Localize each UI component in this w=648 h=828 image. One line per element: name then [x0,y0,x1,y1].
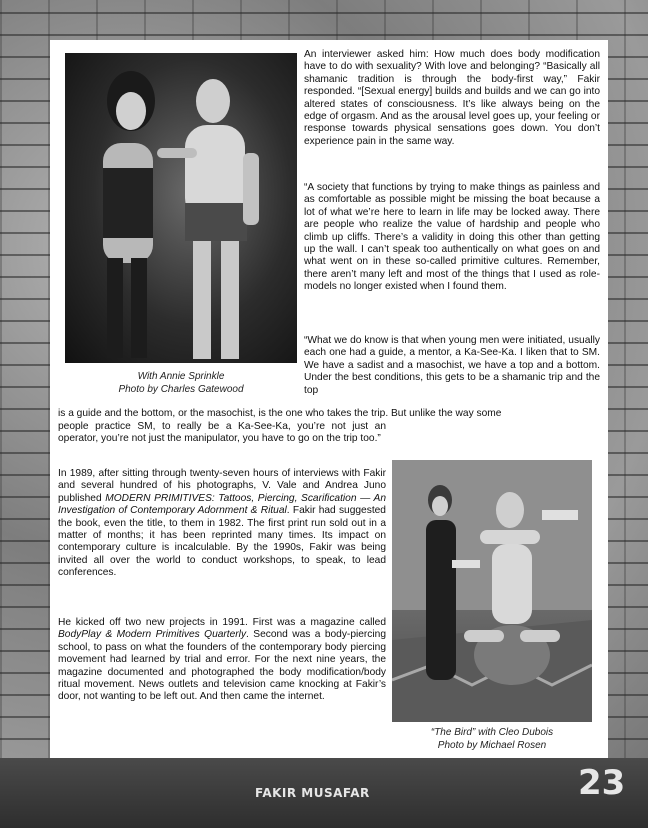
paragraph-3b: is a guide and the bottom, or the masochist, is the one who takes the trip. But unlike the way some [58,408,502,419]
photo2-caption-line2: Photo by Michael Rosen [437,740,547,751]
paragraph-5-intro: He kicked off two new projects in 1991. First was a magazine called [58,617,386,628]
page-number: 23 [578,763,626,803]
paragraph-3a: “What we do know is that when young men were initiated, usually each one had a guide, a mentor, a Ka-See-Ka. I liken that to SM. We have a sadist and a masochist, we have a top and a bottom. Under the best conditions, this gets to be a shamanic trip and the top [304,335,600,396]
paragraph-4-rest: . Fakir had suggested the book, even the title, to them in 1982. The first print run sold out in a matter of months; it has been reprinted many times. Its impact on contemporary culture is incalculable. By the 1990s, Fakir was being invited all over the world to conduct workshops, to speak, to lead conferences. [58,505,386,579]
footer-author-name: FAKIR MUSAFAR [255,786,370,800]
paragraph-4 [58,468,386,580]
paragraph-5-rest: . Second was a body-piercing school, to pass on what the founders of the contemporary body piercing movement had learned by trial and error. For the next nine years, the magazine documented and photographed the body modification/body ritual movement. News outlets and television came knocking at Fakir’s door, not wanting to be left out. And then came the internet. [58,629,386,703]
photo1-illustration [65,53,297,363]
photo-the-bird [392,460,592,722]
paragraph-1: An interviewer asked him: How much does body modification have to do with sexuality? With love and belonging? “Basically all shamanic tradition is through the body-first way,” Fakir responded. “[Sexual energy] builds and builds and we can go into altered states of consciousness. It’s like always being on the edge of orgasm. And as the arousal level goes up, your feeling or response towards physical sensations goes down. You don’t experience pain in the same way. [304,49,600,147]
article-page [50,40,608,758]
paragraph-3c: people practice SM, to really be a Ka-See-Ka, you’re not just an operator, you’re not just the manipulator, you have to go on the trip too.” [58,421,386,445]
photo1-caption-line2: Photo by Charles Gatewood [118,384,244,395]
photo2-caption-line1: “The Bird” with Cleo Dubois [430,727,554,738]
photo1-caption-line1: With Annie Sprinkle [137,371,225,382]
photo2-illustration [392,460,592,722]
book-title: MODERN PRIMITIVES: Tattoos, Piercing, Scarification — An Investigation of Contemporary Adornment & Ritual [58,492,386,517]
paragraph-5 [58,617,386,704]
paragraph-4-intro: In 1989, after sitting through twenty-seven hours of interviews with Fakir and several hundred of his photographs, V. Vale and Andrea Juno published [58,468,386,504]
magazine-title: BodyPlay & Modern Primitives Quarterly [58,629,247,641]
photo-with-annie-sprinkle [65,53,297,363]
photo2-caption [392,726,592,752]
photo1-caption [65,370,297,396]
paragraph-2: “A society that functions by trying to make things as painless and as comfortable as possible might be missing the boat because a lot of what we’re here to learn in life may be locked away. There are people who realize the value of hardship and people who climb up cliffs. There’s a validity in doing this other than getting up the wall. I can’t speak too authentically on what goes on and what went on in these so-called primitive cultures. Remember, there aren’t many left and most of the things that I used as role-models no longer existed when I found them. [304,182,600,293]
